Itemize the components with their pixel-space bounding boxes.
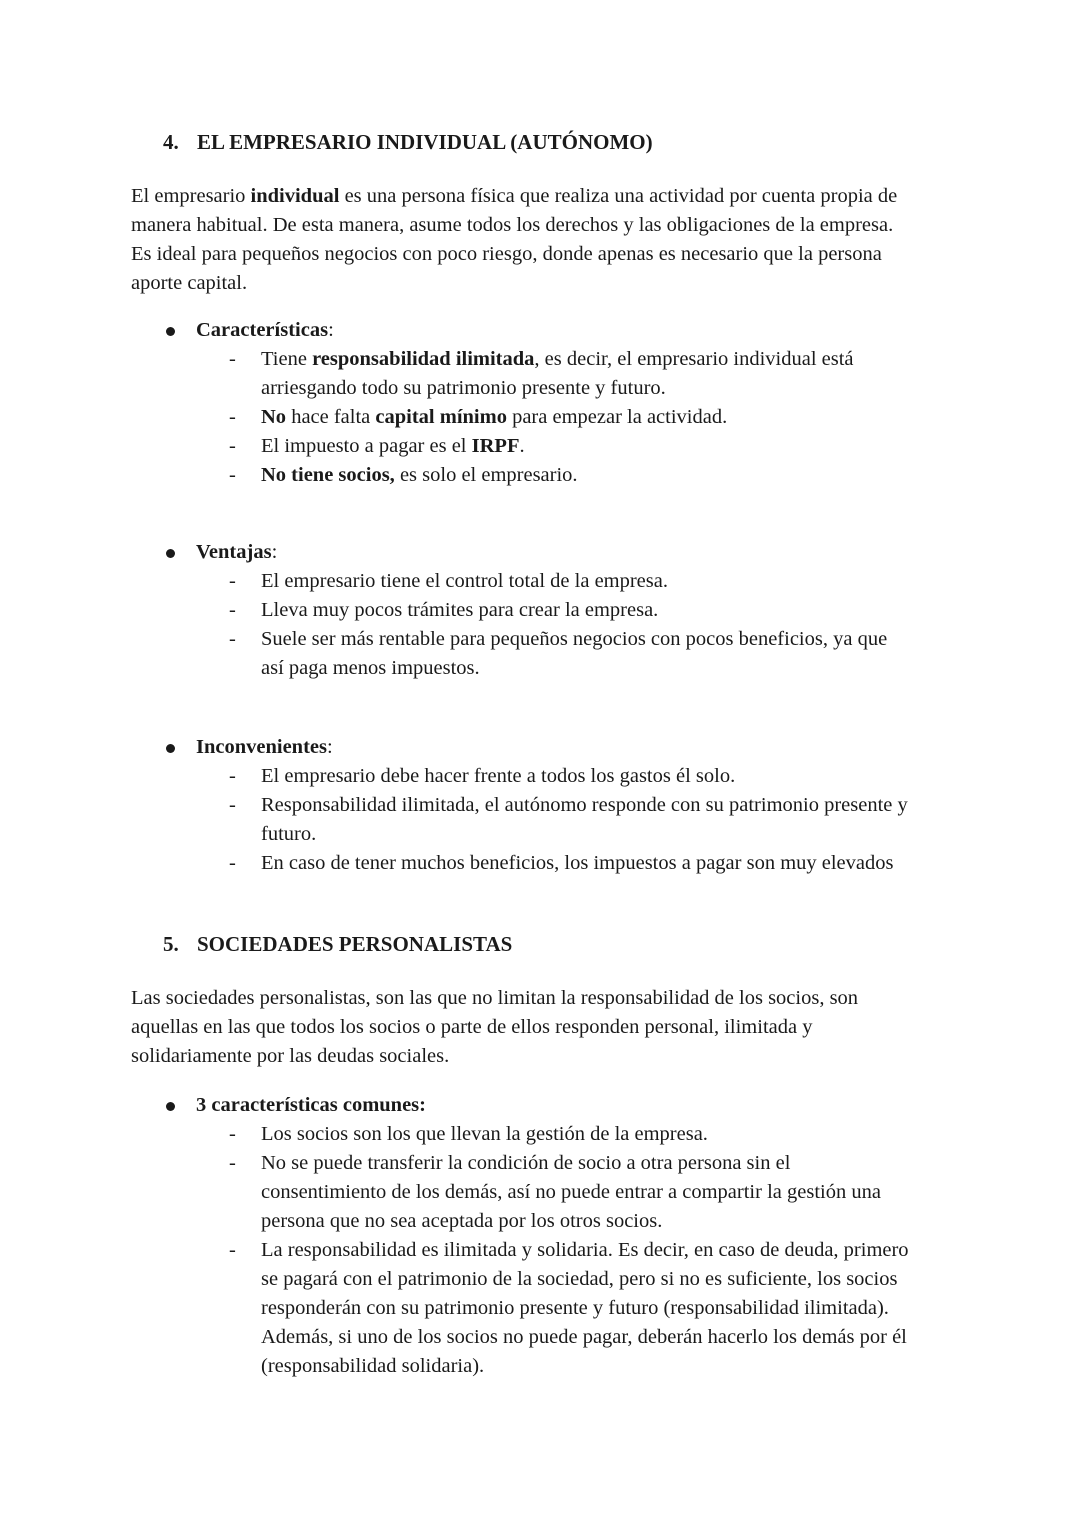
- bullet-label: Ventajas:: [196, 541, 278, 563]
- list-item-line: El empresario tiene el control total de la empresa.: [261, 570, 668, 592]
- bullet-label: Inconvenientes:: [196, 736, 333, 758]
- list-item-line: No se puede transferir la condición de socio a otra persona sin el: [261, 1152, 791, 1174]
- list-item-line: así paga menos impuestos.: [261, 657, 480, 679]
- list-item-line: No tiene socios, es solo el empresario.: [261, 464, 578, 486]
- dash-bullet-icon: -: [229, 406, 236, 428]
- intro-paragraph-line: Las sociedades personalistas, son las que no limitan la responsabilidad de los socios, son: [131, 987, 859, 1009]
- section-heading: [163, 128, 653, 157]
- bullet-label-text: Características: [196, 319, 329, 341]
- dash-bullet-icon: -: [229, 765, 236, 787]
- bold-text: No tiene socios,: [261, 464, 395, 486]
- list-item-line: persona que no sea aceptada por los otros socios.: [261, 1210, 663, 1232]
- dash-bullet-icon: -: [229, 628, 236, 650]
- intro-paragraph-line: El empresario individual es una persona física que realiza una actividad por cuenta propia de: [131, 185, 898, 207]
- dash-bullet-icon: -: [229, 435, 236, 457]
- intro-paragraph-line: solidariamente por las deudas sociales.: [131, 1045, 450, 1067]
- list-item-line: La responsabilidad es ilimitada y solidaria. Es decir, en caso de deuda, primero: [261, 1239, 909, 1261]
- bullet-label: [196, 1091, 426, 1120]
- dash-bullet-icon: -: [229, 599, 236, 621]
- dash-bullet-icon: -: [229, 1239, 236, 1261]
- intro-paragraph-line: manera habitual. De esta manera, asume todos los derechos y las obligaciones de la empresa.: [131, 214, 894, 236]
- bullet-label-text: Ventajas: [196, 541, 272, 563]
- section-number: 5.: [163, 932, 179, 956]
- bold-text: responsabilidad ilimitada: [312, 348, 535, 370]
- intro-paragraph-line: Es ideal para pequeños negocios con poco riesgo, donde apenas es necesario que la persona: [131, 243, 882, 265]
- list-item-line: Lleva muy pocos trámites para crear la empresa.: [261, 599, 659, 621]
- bullet-label-text: 3 características comunes:: [196, 1094, 426, 1116]
- bold-text: individual: [250, 185, 340, 207]
- bold-text: IRPF: [471, 435, 520, 457]
- bullet-icon: [166, 327, 175, 336]
- dash-bullet-icon: -: [229, 1123, 236, 1145]
- list-item-line: Responsabilidad ilimitada, el autónomo responde con su patrimonio presente y: [261, 794, 908, 816]
- intro-paragraph-line: aquellas en las que todos los socios o parte de ellos responden personal, ilimitada y: [131, 1016, 813, 1038]
- bold-text: No: [261, 406, 287, 428]
- list-item-line: futuro.: [261, 823, 317, 845]
- intro-paragraph-line: aporte capital.: [131, 272, 248, 294]
- list-item-line: El empresario debe hacer frente a todos los gastos él solo.: [261, 765, 736, 787]
- dash-bullet-icon: -: [229, 1152, 236, 1174]
- bullet-icon: [166, 1102, 175, 1111]
- bullet-icon: [166, 549, 175, 558]
- list-item-line: Los socios son los que llevan la gestión de la empresa.: [261, 1123, 708, 1145]
- bullet-label: Características:: [196, 319, 334, 341]
- dash-bullet-icon: -: [229, 794, 236, 816]
- section-title: EL EMPRESARIO INDIVIDUAL (AUTÓNOMO): [197, 130, 653, 154]
- list-item-line: El impuesto a pagar es el IRPF.: [261, 435, 525, 457]
- bullet-icon: [166, 744, 175, 753]
- dash-bullet-icon: -: [229, 464, 236, 486]
- list-item-line: consentimiento de los demás, así no puede entrar a compartir la gestión una: [261, 1181, 881, 1203]
- dash-bullet-icon: -: [229, 570, 236, 592]
- list-item-line: se pagará con el patrimonio de la sociedad, pero si no es suficiente, los socios: [261, 1268, 898, 1290]
- bold-text: capital mínimo: [375, 406, 507, 428]
- dash-bullet-icon: -: [229, 348, 236, 370]
- section-title: SOCIEDADES PERSONALISTAS: [197, 932, 513, 956]
- list-item-line: En caso de tener muchos beneficios, los impuestos a pagar son muy elevados: [261, 852, 894, 874]
- section-heading: [163, 930, 512, 959]
- list-item-line: (responsabilidad solidaria).: [261, 1355, 485, 1377]
- section-number: 4.: [163, 130, 179, 154]
- list-item-line: Además, si uno de los socios no puede pagar, deberán hacerlo los demás por él: [261, 1326, 907, 1348]
- list-item-line: arriesgando todo su patrimonio presente y futuro.: [261, 377, 666, 399]
- list-item-line: No hace falta capital mínimo para empezar la actividad.: [261, 406, 728, 428]
- list-item-line: Tiene responsabilidad ilimitada, es decir, el empresario individual está: [261, 348, 854, 370]
- list-item-line: Suele ser más rentable para pequeños negocios con pocos beneficios, ya que: [261, 628, 888, 650]
- bullet-label-text: Inconvenientes: [196, 736, 327, 758]
- list-item-line: responderán con su patrimonio presente y futuro (responsabilidad ilimitada).: [261, 1297, 889, 1319]
- dash-bullet-icon: -: [229, 852, 236, 874]
